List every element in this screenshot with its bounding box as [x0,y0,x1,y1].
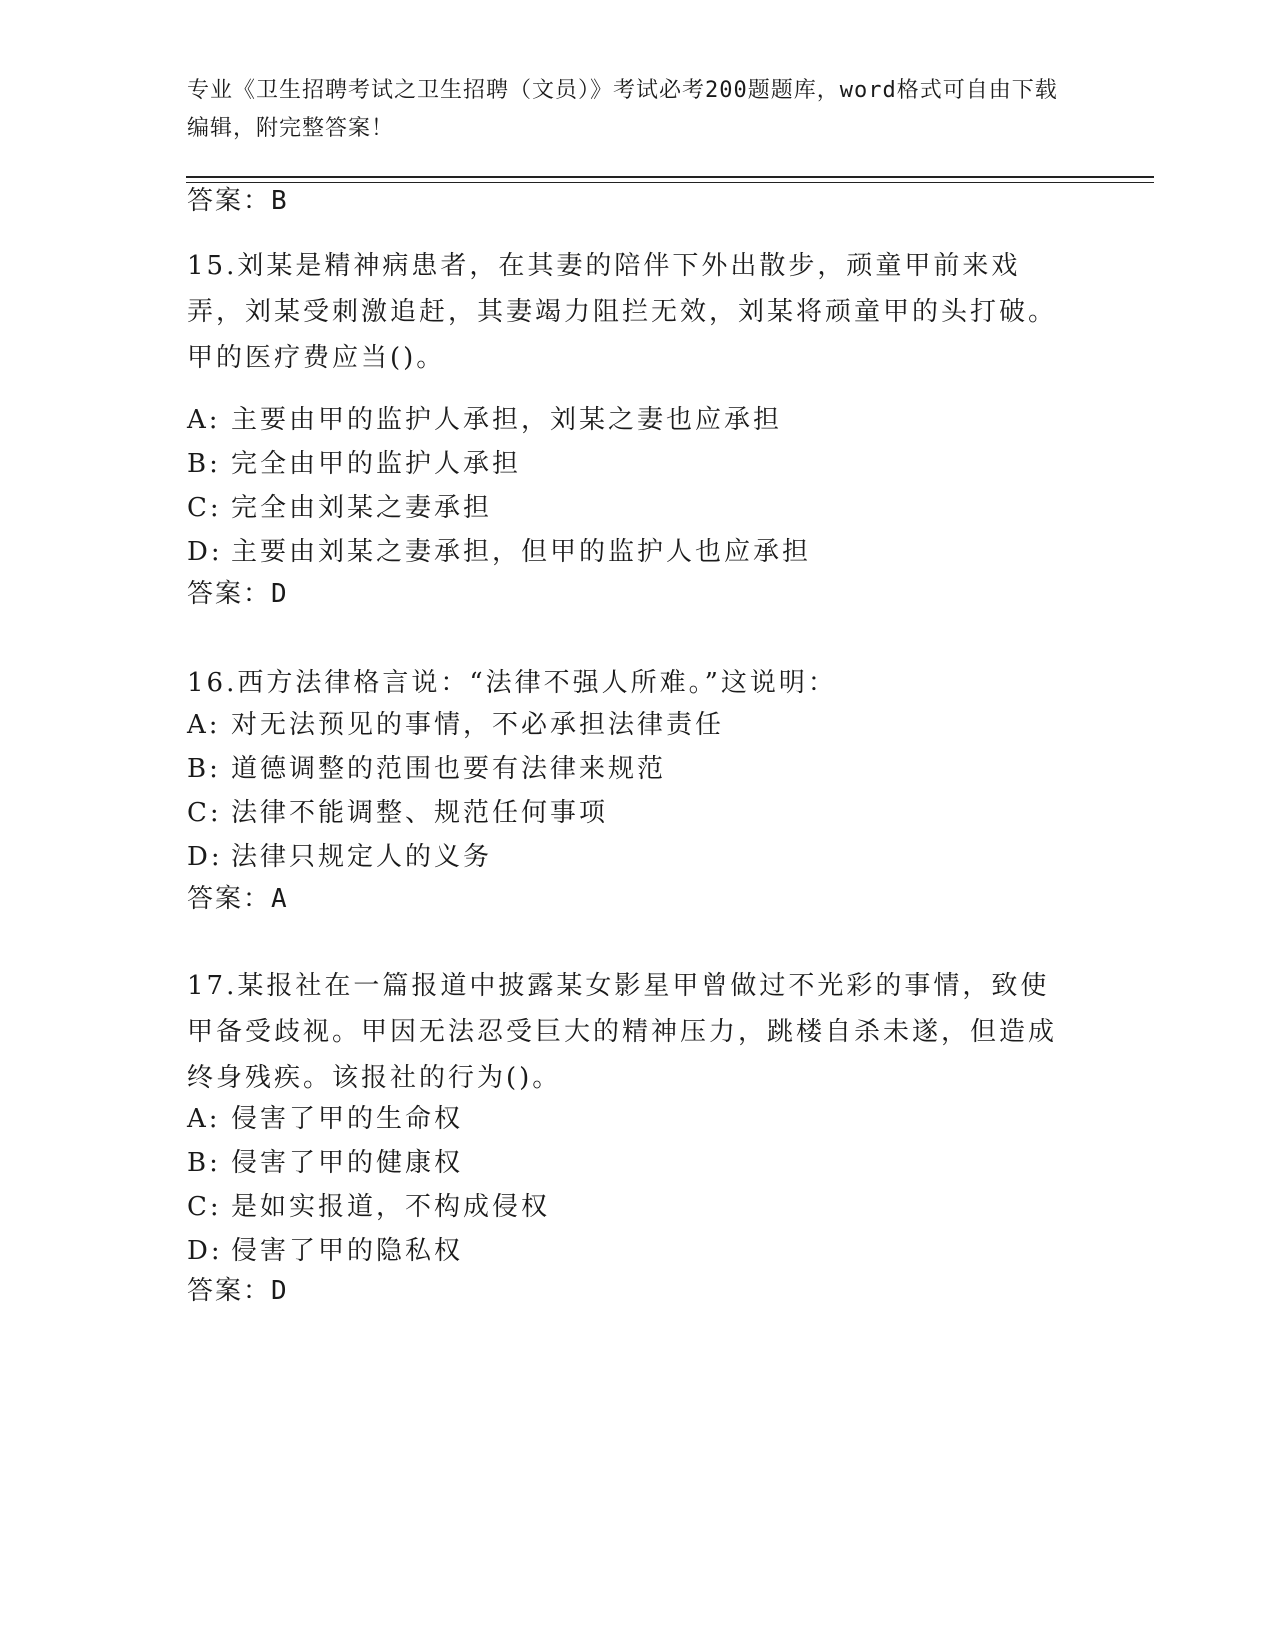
answer-line: 答案：B [187,186,289,216]
option-key: D: [187,842,223,872]
option-text: 道德调整的范围也要有法律来规范 [231,754,667,784]
option-key: A: [187,1104,221,1134]
question-text: 17.某报社在一篇报道中披露某女影星甲曾做过不光彩的事情，致使甲备受歧视。甲因无法忍受巨大的精神压力，跳楼自杀未遂，但造成终身残疾。该报社的行为()。 [187,971,1058,1093]
option-key: B: [187,754,221,784]
option-d [187,1229,1087,1274]
option-b [187,747,1087,792]
option-a [187,1097,1087,1142]
option-key: D: [187,537,223,567]
option-key: C: [187,1192,222,1222]
option-key: C: [187,493,222,523]
question-17 [187,963,1087,1101]
question-16 [187,660,1087,706]
option-text: 完全由刘某之妻承担 [231,493,493,523]
option-key: D: [187,1236,223,1266]
answer-line: 答案：D [187,579,289,609]
option-text: 侵害了甲的生命权 [231,1104,464,1134]
option-d [187,835,1087,880]
question-text: 15.刘某是精神病患者，在其妻的陪伴下外出散步，顽童甲前来戏弄，刘某受刺激追赶，其妻竭力阻拦无效，刘某将顽童甲的头打破。甲的医疗费应当()。 [187,251,1058,373]
option-text: 是如实报道，不构成侵权 [231,1192,551,1222]
option-key: A: [187,405,221,435]
option-c [187,1185,1087,1230]
option-a [187,703,1087,748]
option-key: A: [187,710,221,740]
option-c [187,791,1087,836]
option-b [187,442,1087,487]
option-d [187,530,1087,575]
option-key: B: [187,1148,221,1178]
option-text: 对无法预见的事情，不必承担法律责任 [231,710,725,740]
option-text: 法律不能调整、规范任何事项 [231,798,609,828]
header-rule [186,176,1154,178]
answer-line: 答案：A [187,884,289,914]
option-text: 法律只规定人的义务 [231,842,493,872]
document-header: 专业《卫生招聘考试之卫生招聘（文员）》考试必考200题题库，word格式可自由下载编辑，附完整答案！ [187,78,1058,141]
option-text: 侵害了甲的健康权 [231,1148,464,1178]
option-b [187,1141,1087,1186]
option-text: 主要由甲的监护人承担，刘某之妻也应承担 [231,405,783,435]
answer-line: 答案：D [187,1276,289,1306]
question-text: 16.西方法律格言说：“法律不强人所难。”这说明： [187,668,837,698]
option-a [187,398,1087,443]
option-key: C: [187,798,222,828]
option-text: 侵害了甲的隐私权 [231,1236,464,1266]
option-key: B: [187,449,221,479]
option-c [187,486,1087,531]
option-text: 完全由甲的监护人承担 [231,449,522,479]
question-15 [187,243,1087,381]
option-text: 主要由刘某之妻承担，但甲的监护人也应承担 [231,537,812,567]
